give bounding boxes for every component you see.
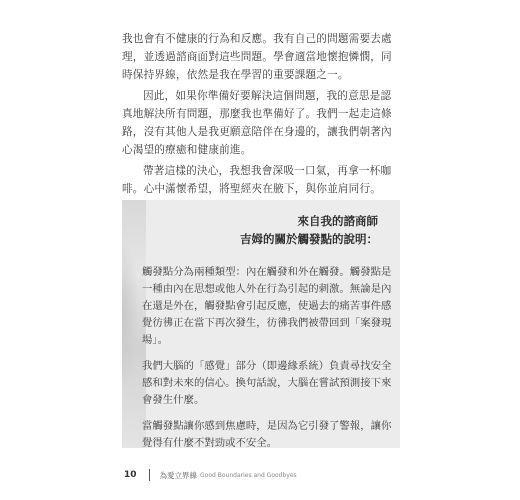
main-text xyxy=(122,30,400,201)
book-title: 為愛立界線 xyxy=(159,470,198,480)
sidebar-paragraph-1: 觸發點分為兩種類型：內在觸發和外在觸發。觸發點是一種由內在思想或他人外在行為引起的刺激。無論是內在還是外在，觸發點會引起反應，使過去的痛苦事件感覺彷彿正在當下再次發生，彷彿我們被帶回到「案發現場」。 xyxy=(142,266,392,346)
main-paragraph-2: 因此，如果你準備好要解決這個問題，我的意思是認真地解決所有問題，那麼我也準備好了。我們一起走這條路，沒有其他人是我更願意陪伴在身邊的，讓我們朝著內心渴望的療癒和健康前進。 xyxy=(122,90,392,156)
main-paragraph-3: 帶著這樣的決心，我想我會深吸一口氣，再拿一杯咖啡。心中滿懷希望，將聖經夾在腋下，與你並肩同行。 xyxy=(122,165,392,195)
sidebar-paragraph-3: 當觸發點讓你感到焦慮時，是因為它引發了警報，讓你覺得有什麼不對勁或不安全。 xyxy=(142,420,392,448)
sidebar-text xyxy=(142,264,394,448)
sidebar-heading xyxy=(240,212,378,248)
sidebar-paragraph-2: 我們大腦的「感覺」部分（即邊緣系統）負責尋找安全感和對未來的信心。換句話說，大腦在嘗試預測接下來會發生什麼。 xyxy=(142,360,392,406)
page-footer xyxy=(124,468,297,482)
sidebar-heading-line1: 來自我的諮商師 xyxy=(297,214,378,228)
sidebar-heading-line2: 吉姆的關於觸發點的說明： xyxy=(240,232,378,246)
main-paragraph-1: 我也會有不健康的行為和反應。我有自己的問題需要去處理，並透過諮商面對這些問題。學會適當地懷抱憐憫，同時保持界線，依然是我在學習的重要課題之一。 xyxy=(122,33,392,81)
page-number: 10 xyxy=(124,470,137,480)
book-subtitle: Good Boundaries and Goodbyes xyxy=(200,471,297,479)
footer-divider xyxy=(149,469,150,481)
counselor-note-box xyxy=(122,200,400,448)
